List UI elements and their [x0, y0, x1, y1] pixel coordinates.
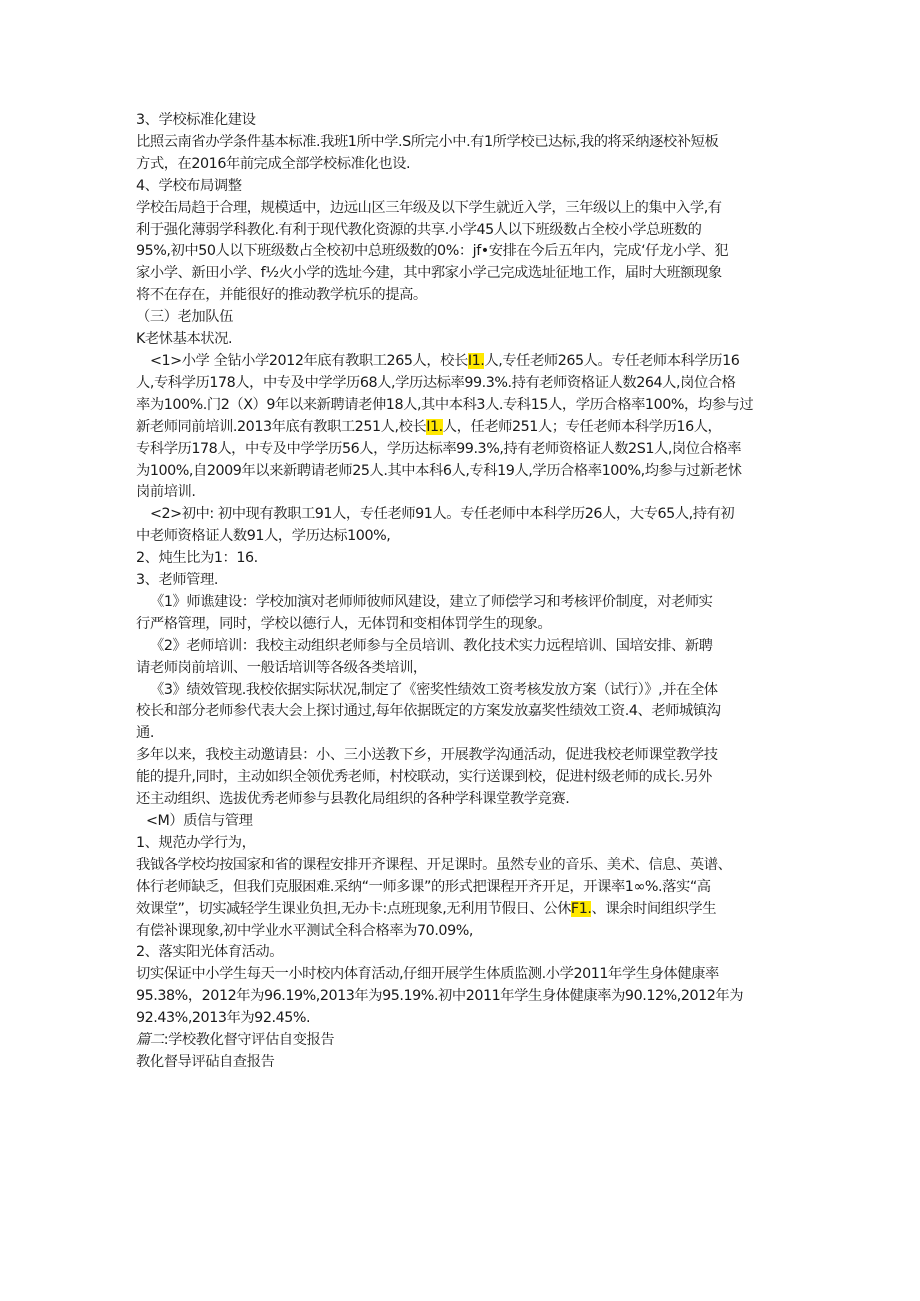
paragraph-line: 比照云南省办学条件基本标准.我班1所中学.S所完小中.有1所学校已达标,我的将采纳逐校补短板: [136, 133, 719, 150]
paragraph-line: 95.38%，2012年为96.19%,2013年为95.19%.初中2011年学生身体健康率为90.12%,2012年为: [136, 988, 744, 1005]
text-run: <1>小学 全钻小学2012年底有教职工265人，校长: [150, 352, 468, 369]
subheading-basic-status: K老怵基本状况.: [136, 331, 233, 348]
paragraph-line: 《3》绩效管现.我校依据实际状况,制定了《密奖性绩效工资考核发放方案（试行）》,并在全体: [150, 681, 718, 698]
paragraph-line: 《2》老师培训：我校主动组织老师参与全员培训、教化技术实力远程培训、国培安排、新聘: [150, 637, 713, 654]
highlighted-text: I1.: [467, 352, 485, 369]
paragraph-line: 率为100%.门2（X）9年以来新聘请老伸18人,其中本科3人.专科15人，学历合格率100%，均参与过: [136, 396, 754, 413]
heading-student-ratio: 2、炖生比为1：16.: [136, 550, 258, 567]
paragraph-line: 岗前培训.: [136, 484, 196, 501]
heading-standardization: 3、学校标准化建设: [136, 112, 256, 128]
paragraph-line: 为100%,自2009年以来新聘请老师25人.其中本科6人,专科19人,学历合格率100%,均参与过新老怵: [136, 462, 742, 479]
paragraph-line: [136, 899, 790, 921]
paragraph-line: 有偿补课现象,初中学业水平测试全科合格率为70.09%,: [136, 922, 473, 939]
paragraph-line: 专科学历178人，中专及中学学历56人，学历达标率99.3%,持有老师资格证人数2S1人,岗位合格率: [136, 440, 742, 457]
paragraph-line: 能的提升,同时，主动如织全领优秀老师，村校联动，实行送课到校，促进村级老师的成长.另外: [136, 769, 712, 786]
paragraph-line: 方式，在2016年前完成全部学校标准化也设.: [136, 155, 411, 172]
paragraph-line: 家小学、新田小学、f½火小学的选址今建，其中郛家小学己完成选址征地工作，届时大班额现象: [136, 265, 722, 282]
chapter-title: :学校教化督守评估自变报告: [163, 1032, 335, 1049]
paragraph-line: [136, 417, 790, 439]
paragraph-line: 利于强化薄弱学科教化.有利于现代教化资源的共享.小学45人以下班级数占全校小学总班数的: [136, 221, 702, 238]
heading-layout-adjustment: 4、学校布局调整: [136, 177, 242, 194]
paragraph-line: 通.: [136, 725, 154, 742]
paragraph-line: 校长和部分老师参代表大会上探讨通过,每年依据既定的方案发放嘉奖性绩效工资.4、老师城镇沟: [136, 703, 721, 720]
paragraph-line: 学校缶局趋于合理，规模适中，边远山区三年级及以下学生就近入学，三年级以上的集中入学,有: [136, 199, 722, 216]
highlighted-text: I1.: [426, 418, 443, 435]
section-heading-quality: <M）质信与管理: [146, 813, 253, 829]
text-run: 、课余时间组织学生: [591, 900, 717, 917]
chapter-heading: [136, 1030, 790, 1052]
text-run: 新老师同前培训.2013年底有教职工251人,校长: [136, 418, 427, 435]
paragraph-line: 请老师岗前培训、一般话培训等各级各类培训，: [136, 659, 427, 676]
paragraph-line: 《1》师谯建设：学校加演对老师师彼师风建设，建立了师偿学习和考核评价制度，对老师实: [150, 593, 713, 610]
chapter-label: 篇二: [136, 1032, 164, 1049]
paragraph-line: 行严格管理，同时，学校以德行人，无体罚和变相体罚学生的现象。: [136, 615, 552, 632]
heading-regulate-school: 1、规范办学行为，: [136, 834, 256, 851]
paragraph-line: 将不在存在，并能很好的推动教学杭乐的提高。: [136, 287, 427, 304]
paragraph-line: 体行老师缺乏，但我们克服困难.采纳“一师多课”的形式把课程开齐开足，开课率1∞%.落实“高: [136, 878, 711, 895]
highlighted-text: F1.: [570, 900, 592, 917]
paragraph-line: <2>初中: 初中现有教职工91人，专任老师91人。专任老师中本科学历26人，大专65人,持有初: [150, 506, 735, 523]
text-run: 人,专任老师265人。专任老师本科学历16: [484, 352, 740, 369]
report-title: 教化督导评砧自查报告: [136, 1053, 275, 1070]
heading-sunshine-sports: 2、落实阳光体育活动。: [136, 944, 284, 961]
paragraph-line: 还主动组织、选拔优秀老师参与县教化局组织的各种学科课堂教学竞赛.: [136, 791, 570, 808]
paragraph-line: 切实保证中小学生每天一小时校内体育活动,仔细开展学生体质监测.小学2011年学生身体健康率: [136, 966, 719, 983]
paragraph-line: [136, 351, 790, 373]
heading-teacher-management: 3、老师管理.: [136, 572, 218, 589]
text-run: 效课堂”，切实减轻学生课业负担,无办卡:点班现象,无利用节假日、公休: [136, 900, 571, 917]
paragraph-line: 人,专科学历178人，中专及中学学历68人,学历达标率99.3%.持有老师资格证人数264人,岗位合格: [136, 374, 736, 391]
paragraph-line: 中老师资格证人数91人，学历达标100%,: [136, 528, 391, 545]
section-heading-teachers: （三）老加队伍: [136, 309, 233, 326]
text-run: 人，任老师251人；专任老师本科学历16人，: [442, 418, 722, 435]
paragraph-line: 95%,初中50人以下班级数占全校初中总班级数的0%：jf•安排在今后五年内，完成‘仔龙小学、犯: [136, 243, 729, 260]
paragraph-line: 我钺各学校均按国家和省的课程安排开齐课程、开足课时。虽然专业的音乐、美术、信息、英谱、: [136, 856, 732, 873]
paragraph-line: 多年以来，我校主动邀请县：小、三小送教下乡，开展教学沟通活动，促进我校老师课堂教学技: [136, 747, 718, 764]
paragraph-line: 92.43%,2013年为92.45%.: [136, 1010, 311, 1027]
